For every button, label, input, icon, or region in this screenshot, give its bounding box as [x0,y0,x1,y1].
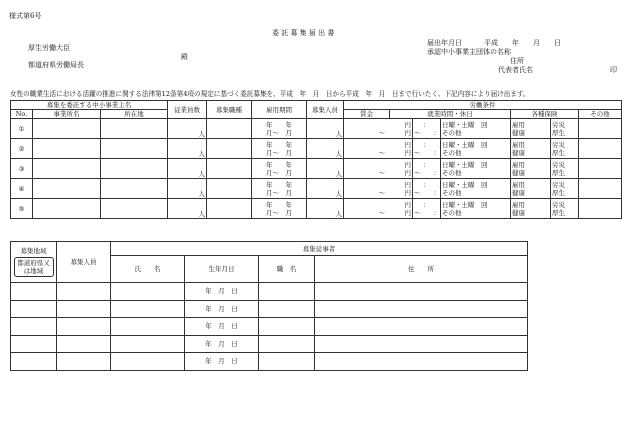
name-cell[interactable] [111,318,185,336]
header-wage: 賃金 [344,110,390,119]
period-top: 年 年 [266,180,293,189]
holiday-top: 日曜・土曜 回 [442,160,488,169]
title-cell[interactable] [259,335,315,353]
wage-top: 円 [404,120,412,129]
header-period: 雇用期間 [252,101,307,119]
ins-health: 健康 [512,208,526,217]
location-cell[interactable] [101,159,168,179]
ins-employment: 雇用 [512,160,526,169]
ins-pension: 厚生 [552,128,566,137]
wage-cell[interactable] [344,199,413,219]
period-bottom: 月～ 月 [266,128,293,137]
header-title: 職 名 [259,256,315,283]
time-cell[interactable] [413,199,441,219]
area-subtitle: 都道府県又は地域 [14,257,54,277]
wage-bottom: ～ 円 [378,168,412,177]
time-bottom: ～ ： [414,168,441,177]
time-bottom: ～ ： [414,128,441,137]
table-row [11,179,622,199]
ins-health: 健康 [512,128,526,137]
insurance-a-cell[interactable] [511,119,551,139]
location-cell[interactable] [101,119,168,139]
ins-employment: 雇用 [512,120,526,129]
time-bottom: ～ ： [414,148,441,157]
header-hours: 就業時間・休日 [390,110,511,119]
title-cell[interactable] [259,353,315,371]
table-row [11,318,528,336]
period-cell[interactable] [252,159,307,179]
table-row [11,159,622,179]
count-cell[interactable]: 人 [307,159,344,179]
insurance-a-cell[interactable] [511,179,551,199]
period-top: 年 年 [266,120,293,129]
time-top: ： [423,120,430,129]
address-cell[interactable] [315,300,528,318]
row-number: ③ [11,159,33,179]
ins-accident: 労災 [552,160,566,169]
ins-pension: 厚生 [552,148,566,157]
employees-cell[interactable]: 人 [168,119,207,139]
wage-bottom: ～ 円 [378,148,412,157]
header-conditions: 労働条件 [344,101,622,110]
ins-accident: 労災 [552,120,566,129]
wage-bottom: ～ 円 [378,208,412,217]
name-cell[interactable] [111,335,185,353]
holiday-top: 日曜・土曜 回 [442,200,488,209]
honorific: 殿 [181,53,188,61]
address-cell[interactable] [315,318,528,336]
header-location: 所在地 [101,110,168,119]
staff-cell[interactable] [57,353,111,371]
name-cell[interactable] [111,283,185,301]
wage-cell[interactable] [344,179,413,199]
area-cell[interactable] [11,283,57,301]
ins-accident: 労災 [552,140,566,149]
header-insurance: 各種保険 [511,110,579,119]
birth-cell[interactable]: 年 月 日 [185,318,259,336]
birth-cell[interactable]: 年 月 日 [185,335,259,353]
ins-health: 健康 [512,188,526,197]
insurance-b-cell[interactable] [551,159,579,179]
area-title: 募集地域 [20,247,47,255]
holiday-bottom: その他 [442,168,462,177]
row-number: ② [11,139,33,159]
time-cell[interactable] [413,119,441,139]
job-cell[interactable] [207,139,252,159]
period-bottom: 月～ 月 [266,148,293,157]
address-cell[interactable] [315,353,528,371]
office-name-cell[interactable] [33,139,101,159]
birth-cell[interactable]: 年 月 日 [185,353,259,371]
address-cell[interactable] [315,335,528,353]
office-name-cell[interactable] [33,179,101,199]
holiday-cell[interactable] [441,139,511,159]
birth-cell[interactable]: 年 月 日 [185,300,259,318]
time-cell[interactable] [413,139,441,159]
address-cell[interactable] [315,283,528,301]
table-row [11,353,528,371]
wage-cell[interactable] [344,159,413,179]
time-bottom: ～ ： [414,188,441,197]
other-cell[interactable] [579,119,622,139]
ins-health: 健康 [512,148,526,157]
holiday-cell[interactable] [441,199,511,219]
header-other: その他 [579,110,622,119]
header-office: 事業所名 [33,110,101,119]
table-row [11,283,528,301]
area-cell[interactable] [11,335,57,353]
table-row [11,119,622,139]
period-cell[interactable] [252,119,307,139]
table-row [11,300,528,318]
wage-bottom: ～ 円 [378,188,412,197]
table-row [11,335,528,353]
holiday-bottom: その他 [442,128,462,137]
staff-cell[interactable] [57,283,111,301]
period-cell[interactable] [252,139,307,159]
period-top: 年 年 [266,140,293,149]
job-cell[interactable] [207,179,252,199]
ins-accident: 労災 [552,180,566,189]
holiday-top: 日曜・土曜 回 [442,180,488,189]
count-cell[interactable]: 人 [307,199,344,219]
table-row [11,199,622,219]
time-top: ： [423,180,430,189]
header-job: 募集職種 [207,101,252,119]
holiday-top: 日曜・土曜 回 [442,120,488,129]
time-top: ： [423,160,430,169]
addressee-bureau: 都道府県労働局長 [28,61,84,69]
row-number: ① [11,119,33,139]
holiday-cell[interactable] [441,179,511,199]
header-entrust: 募集を委託する中小事業主名 [11,101,168,110]
header-count: 募集人員 [307,101,344,119]
wage-top: 円 [404,160,412,169]
statement-text: 女性の職業生活における活躍の推進に関する法律第12条第4項の規定に基づく委託募集を、平成 年 月 日から平成 年 月 日まで行いたく、下記内容により届け出ます。 [10,90,530,98]
insurance-b-cell[interactable] [551,179,579,199]
header-no: No. [11,110,33,119]
representative-label: 代表者氏名 [498,66,533,74]
period-bottom: 月～ 月 [266,168,293,177]
date-label: 届出年月日 [427,39,462,47]
document-title: 委 託 募 集 届 出 書 [272,29,335,37]
staff-cell[interactable] [57,335,111,353]
job-cell[interactable] [207,119,252,139]
employees-cell[interactable]: 人 [168,199,207,219]
organization-label: 承認中小事業主団体の名称 [427,48,511,56]
location-cell[interactable] [101,199,168,219]
other-cell[interactable] [579,179,622,199]
form-number: 様式第6号 [9,12,42,20]
holiday-bottom: その他 [442,208,462,217]
holiday-top: 日曜・土曜 回 [442,140,488,149]
address-label: 住所 [510,57,524,65]
ins-employment: 雇用 [512,200,526,209]
insurance-a-cell[interactable] [511,159,551,179]
holiday-bottom: その他 [442,188,462,197]
time-cell[interactable] [413,179,441,199]
period-cell[interactable] [252,179,307,199]
period-cell[interactable] [252,199,307,219]
ins-accident: 労災 [552,200,566,209]
insurance-b-cell[interactable] [551,199,579,219]
other-cell[interactable] [579,139,622,159]
seal-mark: 印 [610,66,617,74]
table-row [11,139,622,159]
row-number: ④ [11,179,33,199]
area-cell[interactable] [11,353,57,371]
count-cell[interactable]: 人 [307,119,344,139]
job-cell[interactable] [207,159,252,179]
area-cell[interactable] [11,300,57,318]
holiday-cell[interactable] [441,119,511,139]
period-bottom: 月～ 月 [266,188,293,197]
count-cell[interactable]: 人 [307,179,344,199]
ins-pension: 厚生 [552,188,566,197]
title-cell[interactable] [259,318,315,336]
header-birth: 生年月日 [185,256,259,283]
other-cell[interactable] [579,159,622,179]
header-workers: 募集従事者 [111,242,528,256]
wage-top: 円 [404,200,412,209]
title-cell[interactable] [259,300,315,318]
employees-cell[interactable]: 人 [168,159,207,179]
wage-cell[interactable] [344,139,413,159]
name-cell[interactable] [111,300,185,318]
time-cell[interactable] [413,159,441,179]
wage-cell[interactable] [344,119,413,139]
insurance-b-cell[interactable] [551,139,579,159]
name-cell[interactable] [111,353,185,371]
employees-cell[interactable]: 人 [168,179,207,199]
wage-bottom: ～ 円 [378,128,412,137]
insurance-a-cell[interactable] [511,199,551,219]
date-value: 平成 年 月 日 [484,39,561,47]
wage-top: 円 [404,180,412,189]
ins-health: 健康 [512,168,526,177]
location-cell[interactable] [101,179,168,199]
header-staff: 募集人員 [57,242,111,283]
holiday-cell[interactable] [441,159,511,179]
staff-cell[interactable] [57,300,111,318]
other-cell[interactable] [579,199,622,219]
time-top: ： [423,140,430,149]
title-cell[interactable] [259,283,315,301]
row-number: ⑤ [11,199,33,219]
workers-table [10,241,528,371]
staff-cell[interactable] [57,318,111,336]
addressee-minister: 厚生労働大臣 [28,44,70,52]
header-name: 氏 名 [111,256,185,283]
header-address: 住 所 [315,256,528,283]
wage-top: 円 [404,140,412,149]
period-bottom: 月～ 月 [266,208,293,217]
location-cell[interactable] [101,139,168,159]
office-name-cell[interactable] [33,159,101,179]
holiday-bottom: その他 [442,148,462,157]
birth-cell[interactable]: 年 月 日 [185,283,259,301]
area-cell[interactable] [11,318,57,336]
insurance-a-cell[interactable] [511,139,551,159]
ins-employment: 雇用 [512,140,526,149]
header-area [11,242,57,283]
time-bottom: ～ ： [414,208,441,217]
office-name-cell[interactable] [33,119,101,139]
insurance-b-cell[interactable] [551,119,579,139]
count-cell[interactable]: 人 [307,139,344,159]
period-top: 年 年 [266,200,293,209]
header-employees: 従業員数 [168,101,207,119]
time-top: ： [423,200,430,209]
ins-pension: 厚生 [552,168,566,177]
entrust-table [10,100,622,219]
ins-employment: 雇用 [512,180,526,189]
employees-cell[interactable]: 人 [168,139,207,159]
ins-pension: 厚生 [552,208,566,217]
period-top: 年 年 [266,160,293,169]
office-name-cell[interactable] [33,199,101,219]
job-cell[interactable] [207,199,252,219]
